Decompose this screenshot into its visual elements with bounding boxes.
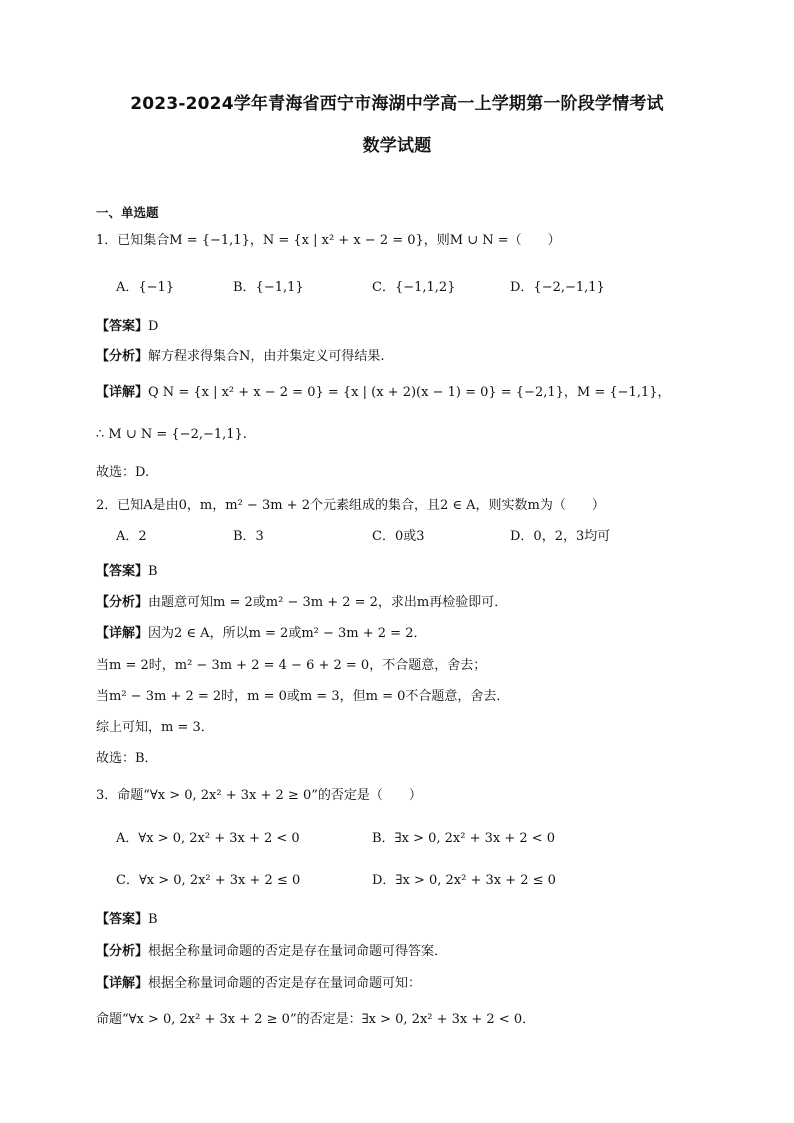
- question-1-conclusion: 故选：D.: [96, 465, 150, 480]
- question-2-option-d: D．0，2，3均可: [510, 529, 611, 544]
- answer-tag: 【答案】: [96, 564, 149, 579]
- analysis-text: 解方程求得集合N，由并集定义可得结果.: [148, 349, 385, 364]
- question-2-case-2: 当m² − 3m + 2 = 2时，m = 0或m = 3，但m = 0不合题意，舍去．: [96, 689, 510, 704]
- answer-tag: 【答案】: [96, 912, 149, 927]
- question-3-option-a: A．∀x > 0, 2x² + 3x + 2 < 0: [116, 831, 300, 846]
- answer-value: D: [148, 319, 159, 334]
- question-2-analysis: [96, 594, 507, 612]
- question-2-option-a: A．2: [116, 529, 147, 544]
- question-3-option-c: C．∀x > 0, 2x² + 3x + 2 ≤ 0: [116, 873, 301, 888]
- question-3-stem: 3．命题“∀x > 0, 2x² + 3x + 2 ≥ 0”的否定是（ ）: [96, 788, 422, 803]
- question-2-answer: [96, 563, 158, 581]
- question-2-option-b: B．3: [233, 529, 264, 544]
- analysis-tag: 【分析】: [96, 349, 149, 364]
- question-3-answer: [96, 911, 158, 929]
- question-1-analysis: [96, 348, 385, 366]
- detail-tag: 【详解】: [96, 385, 149, 400]
- question-2-summary: 综上可知，m = 3．: [96, 720, 214, 735]
- question-1-stem: 1．已知集合M = {−1,1}，N = {x | x² + x − 2 = 0}，则M ∪ N =（ ）: [96, 233, 561, 248]
- question-1-detail-2: ∴ M ∪ N = {−2,−1,1}.: [96, 427, 247, 442]
- question-3-option-d: D．∃x > 0, 2x² + 3x + 2 ≤ 0: [372, 873, 556, 888]
- question-3-final: 命题“∀x > 0, 2x² + 3x + 2 ≥ 0”的否定是：∃x > 0, 2x² + 3x + 2 < 0．: [96, 1012, 536, 1027]
- question-1-option-b: B．{−1,1}: [233, 280, 304, 295]
- detail-tag: 【详解】: [96, 976, 149, 991]
- detail-tag: 【详解】: [96, 626, 149, 641]
- question-3-analysis: [96, 943, 447, 961]
- question-1-option-a: A．{−1}: [116, 280, 175, 295]
- answer-value: B: [148, 564, 158, 579]
- detail-text: Q N = {x | x² + x − 2 = 0} = {x | (x + 2)(x − 1) = 0} = {−2,1}，M = {−1,1}，: [148, 385, 671, 400]
- question-3-detail: [96, 975, 421, 993]
- question-1-option-d: D．{−2,−1,1}: [510, 280, 605, 295]
- question-2-case-1: 当m = 2时，m² − 3m + 2 = 4 − 6 + 2 = 0，不合题意，舍去；: [96, 658, 487, 673]
- analysis-text: 由题意可知m = 2或m² − 3m + 2 = 2，求出m再检验即可．: [148, 595, 508, 610]
- question-2-option-c: C．0或3: [372, 529, 425, 544]
- detail-text: 因为2 ∈ A，所以m = 2或m² − 3m + 2 = 2．: [148, 626, 427, 641]
- question-1-detail: [96, 384, 671, 402]
- question-2-conclusion: 故选：B．: [96, 751, 158, 766]
- analysis-tag: 【分析】: [96, 944, 149, 959]
- question-1-option-c: C．{−1,1,2}: [372, 280, 456, 295]
- page-subtitle: 数学试题: [362, 136, 432, 156]
- analysis-tag: 【分析】: [96, 595, 149, 610]
- question-3-option-b: B．∃x > 0, 2x² + 3x + 2 < 0: [372, 831, 556, 846]
- analysis-text: 根据全称量词命题的否定是存在量词命题可得答案．: [148, 944, 448, 959]
- answer-value: B: [148, 912, 158, 927]
- question-1-answer: [96, 318, 158, 336]
- question-2-detail: [96, 625, 426, 643]
- answer-tag: 【答案】: [96, 319, 149, 334]
- page-title: 2023-2024学年青海省西宁市海湖中学高一上学期第一阶段学情考试: [130, 94, 664, 114]
- question-2-stem: 2．已知A是由0，m，m² − 3m + 2个元素组成的集合，且2 ∈ A，则实数m为（ ）: [96, 498, 605, 513]
- detail-text: 根据全称量词命题的否定是存在量词命题可知：: [148, 976, 422, 991]
- section-heading: 一、单选题: [96, 205, 159, 220]
